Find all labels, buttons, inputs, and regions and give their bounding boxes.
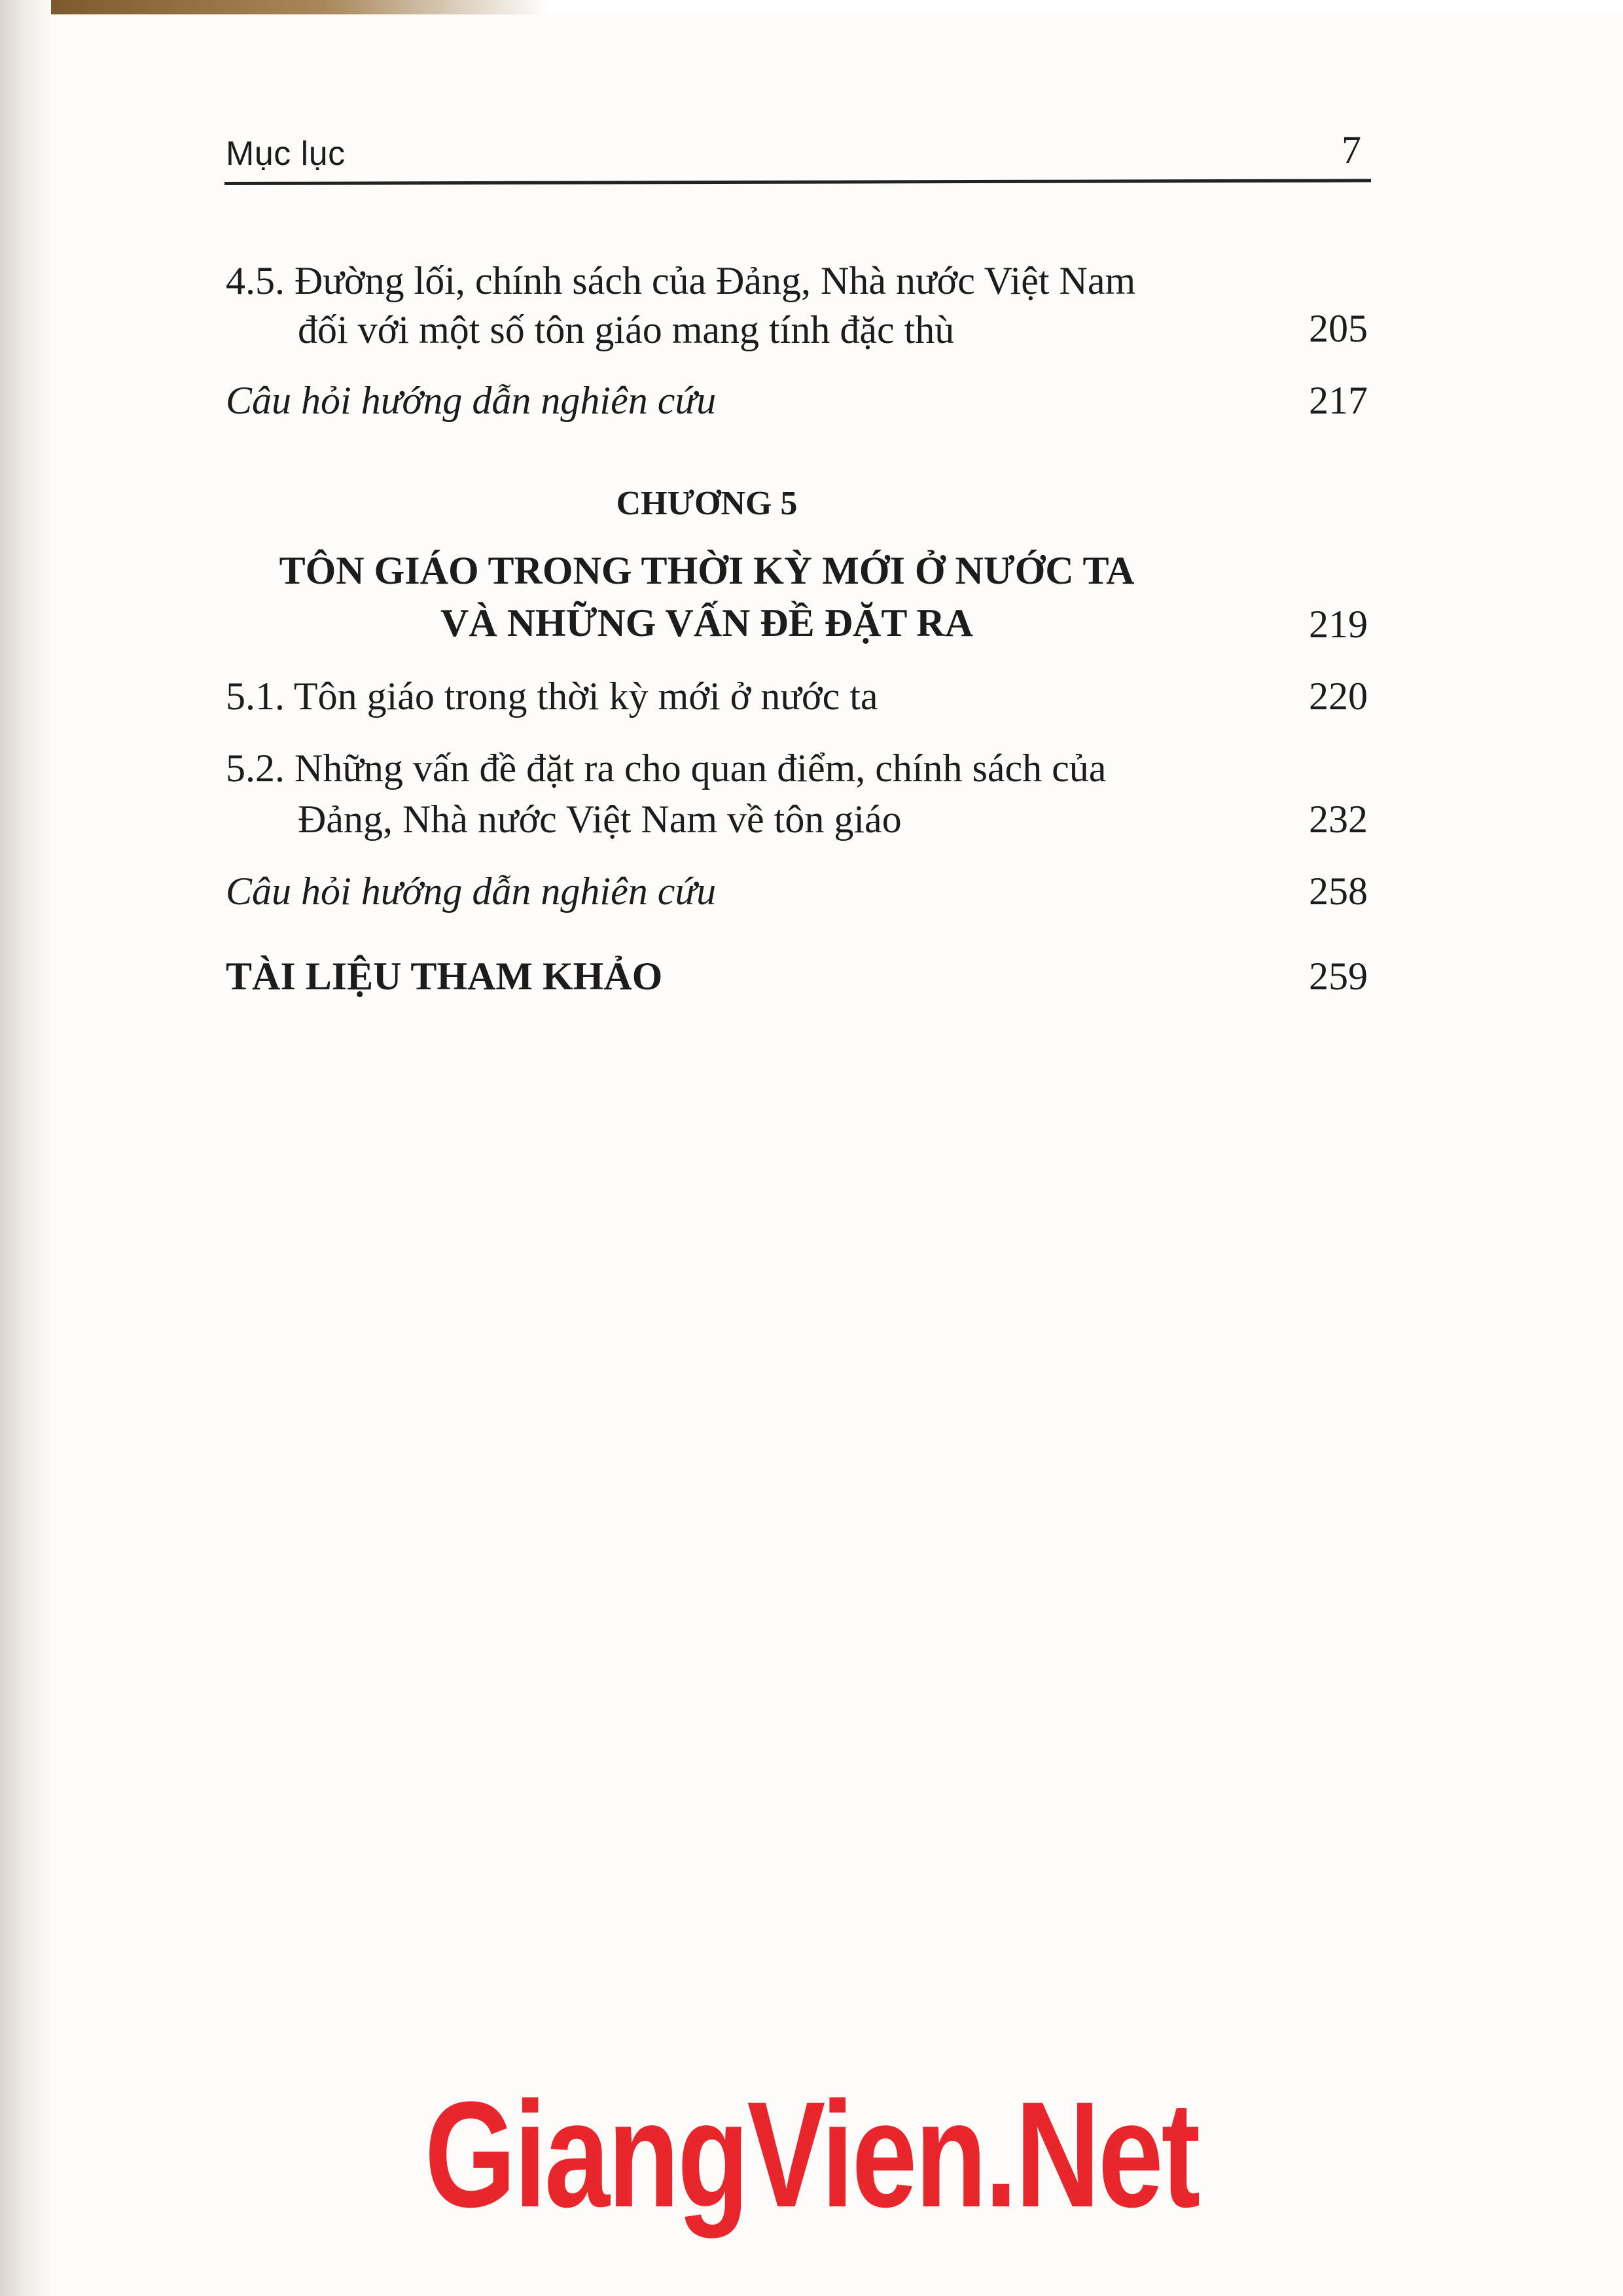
toc-item-5-2-line2: Đảng, Nhà nước Việt Nam về tôn giáo — [298, 798, 902, 841]
toc-item-4-5-page: 205 — [1309, 307, 1368, 350]
toc-questions-4-page: 217 — [1309, 379, 1368, 422]
chapter-5-page: 219 — [1309, 603, 1368, 646]
toc-item-5-2-page: 232 — [1309, 798, 1368, 841]
book-spine-edge — [0, 0, 51, 2296]
chapter-5-title-line1: TÔN GIÁO TRONG THỜI KỲ MỚI Ở NƯỚC TA — [279, 549, 1135, 592]
toc-questions-5-page: 258 — [1309, 870, 1368, 913]
chapter-5-title-line2: VÀ NHỮNG VẤN ĐỀ ĐẶT RA — [440, 601, 973, 645]
toc-references-page: 259 — [1309, 955, 1368, 998]
toc-references-label: TÀI LIỆU THAM KHẢO — [226, 955, 663, 998]
toc-item-4-5-line2: đối với một số tôn giáo mang tính đặc thù — [298, 308, 955, 351]
toc-item-5-1-line1: 5.1. Tôn giáo trong thời kỳ mới ở nước ta — [226, 675, 878, 718]
toc-item-5-1-page: 220 — [1309, 675, 1368, 718]
running-title: Mục lục — [226, 135, 346, 173]
page-number: 7 — [1342, 128, 1361, 171]
chapter-5-label: CHƯƠNG 5 — [616, 485, 798, 522]
book-page — [51, 14, 1623, 2296]
toc-item-5-2-line1: 5.2. Những vấn đề đặt ra cho quan điểm, chính sách của — [226, 747, 1107, 790]
toc-questions-4-label: Câu hỏi hướng dẫn nghiên cứu — [226, 379, 717, 422]
toc-questions-5-label: Câu hỏi hướng dẫn nghiên cứu — [226, 870, 717, 913]
toc-item-4-5-line1: 4.5. Đường lối, chính sách của Đảng, Nhà nước Việt Nam — [226, 259, 1136, 302]
cover-edge-strip — [51, 0, 548, 14]
watermark-text: GiangVien.Net — [424, 2070, 1199, 2238]
